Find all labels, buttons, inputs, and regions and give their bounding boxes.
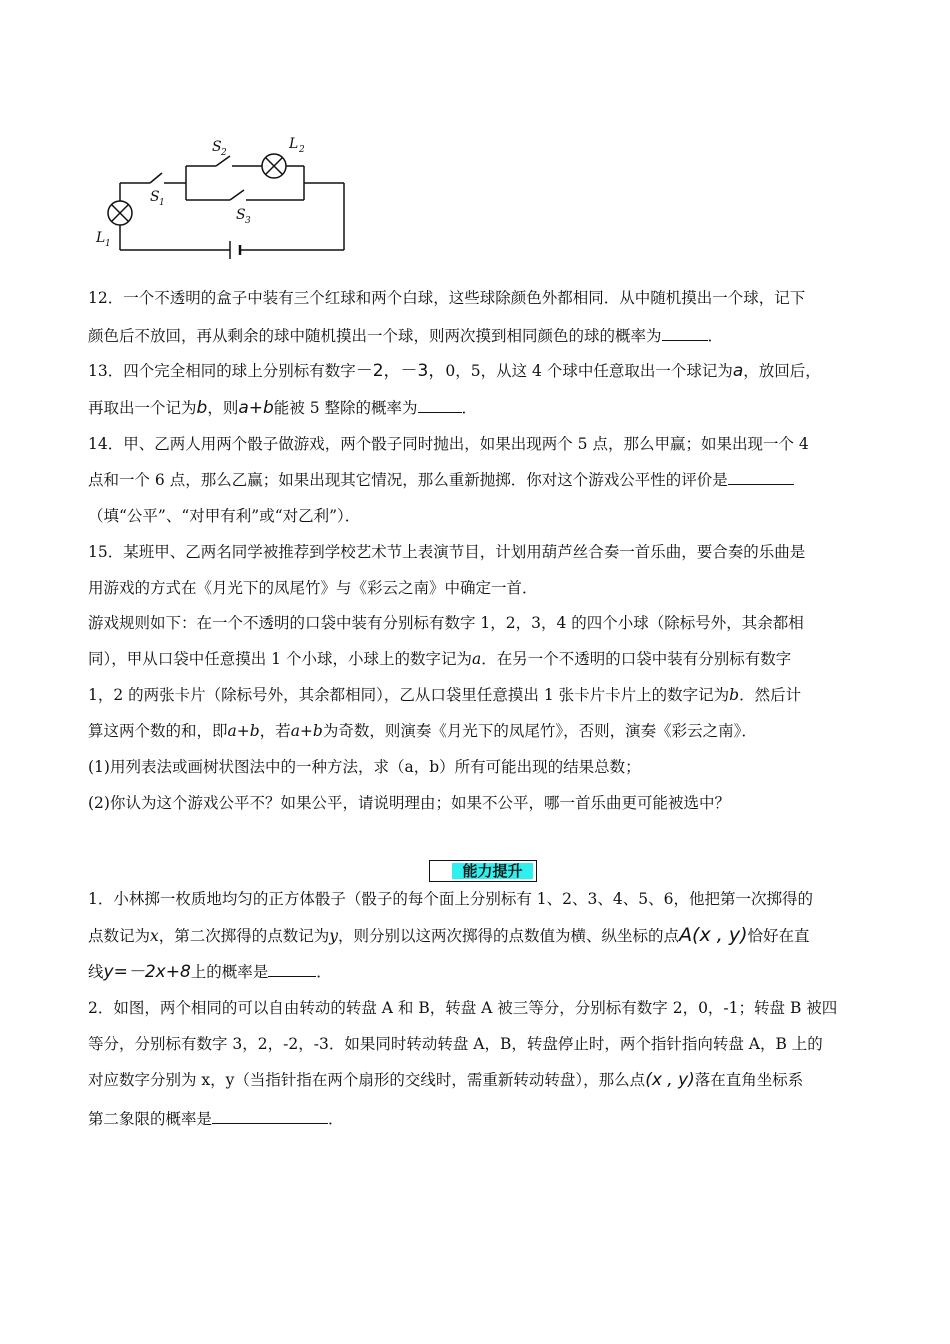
q12-line-1: 12．一个不透明的盒子中装有三个红球和两个白球，这些球除颜色外都相同．从中随机摸出一个球，记下 (88, 289, 806, 307)
q13-line-2: 再取出一个记为b，则a+b能被 5 整除的概率为 ． (88, 398, 478, 418)
q15-line-8: (2)你认为这个游戏公平不？如果公平，请说明理由；如果不公平，哪一首乐曲更可能被选中？ (88, 794, 730, 812)
label-s1: S (150, 189, 160, 205)
q15-line-4: 同），甲从口袋中任意摸出 1 个小球，小球上的数字记为a．在另一个不透明的口袋中装有分别标有数字 (88, 650, 792, 668)
q15-line-6: 算这两个数的和，即a+b，若a+b为奇数，则演奏《月光下的凤尾竹》，否则，演奏《彩云之南》． (88, 722, 757, 740)
answer-blank (662, 326, 708, 341)
q15-line-7: (1)用列表法或画树状图法中的一种方法，求（a，b）所有可能出现的结果总数； (88, 758, 641, 776)
q14-line-3: （填“公平”、“对甲有利”或“对乙利”）． (88, 507, 361, 525)
q15-line-3: 游戏规则如下：在一个不透明的口袋中装有分别标有数字 1，2，3，4 的四个小球（除标号外，其余都相 (88, 614, 804, 632)
q13-line-1: 13．四个完全相同的球上分别标有数字－2，－3，0，5，从这 4 个球中任意取出一个球记为a，放回后， (88, 361, 821, 381)
p1-line-3: 线y=－2x+8上的概率是 ． (88, 962, 332, 982)
label-l1: L (96, 230, 106, 246)
label-s3-sub: 3 (245, 216, 251, 226)
p2-line-1: 2．如图，两个相同的可以自由转动的转盘 A 和 B，转盘 A 被三等分，分别标有数字 2，0，-1；转盘 B 被四 (88, 999, 838, 1017)
circuit-diagram (90, 128, 370, 268)
q15-line-5: 1，2 的两张卡片（除标号外，其余都相同），乙从口袋里任意摸出 1 张卡片卡片上的数字记为b．然后计 (88, 686, 802, 704)
label-s3: S (236, 207, 246, 223)
p2-line-4: 第二象限的概率是 ． (88, 1110, 344, 1128)
answer-blank (418, 398, 462, 413)
section-heading: 能力提升 (429, 860, 537, 882)
q14-line-2: 点和一个 6 点，那么乙赢；如果出现其它情况，那么重新抛掷．你对这个游戏公平性的评价是 (88, 469, 794, 491)
switch-s1 (150, 173, 162, 183)
label-s2: S (212, 139, 222, 155)
answer-blank (728, 470, 794, 485)
label-l1-sub: 1 (105, 239, 111, 249)
label-s1-sub: 1 (159, 198, 165, 208)
answer-blank (268, 962, 316, 977)
p2-line-2: 等分，分别标有数字 3，2，-2，-3．如果同时转动转盘 A，B，转盘停止时，两个指针指向转盘 A，B 上的 (88, 1035, 823, 1053)
p1-line-2: 点数记为x，第二次掷得的点数记为y，则分别以这两次掷得的点数值为横、纵坐标的点A(x , y)恰好在直 (88, 924, 810, 946)
q15-line-1: 15．某班甲、乙两名同学被推荐到学校艺术节上表演节目，计划用葫芦丝合奏一首乐曲，要合奏的乐曲是 (88, 543, 806, 561)
p2-line-3: 对应数字分别为 x，y（当指针指在两个扇形的交线时，需重新转动转盘），那么点(x , y)落在直角坐标系 (88, 1070, 804, 1090)
q15-line-2: 用游戏的方式在《月光下的凤尾竹》与《彩云之南》中确定一首． (88, 579, 538, 597)
label-l2-sub: 2 (299, 145, 305, 155)
label-l2: L (289, 136, 299, 152)
q14-line-1: 14．甲、乙两人用两个骰子做游戏，两个骰子同时抛出，如果出现两个 5 点，那么甲赢；如果出现一个 4 (88, 435, 809, 453)
p1-line-1: 1．小林掷一枚质地均匀的正方体骰子（骰子的每个面上分别标有 1、2、3、4、5、6，他把第一次掷得的 (88, 890, 813, 908)
label-s2-sub: 2 (221, 148, 227, 158)
switch-s3 (230, 190, 244, 200)
answer-blank (212, 1109, 328, 1124)
q12-line-2: 颜色后不放回，再从剩余的球中随机摸出一个球，则两次摸到相同颜色的球的概率为 ． (88, 327, 724, 345)
